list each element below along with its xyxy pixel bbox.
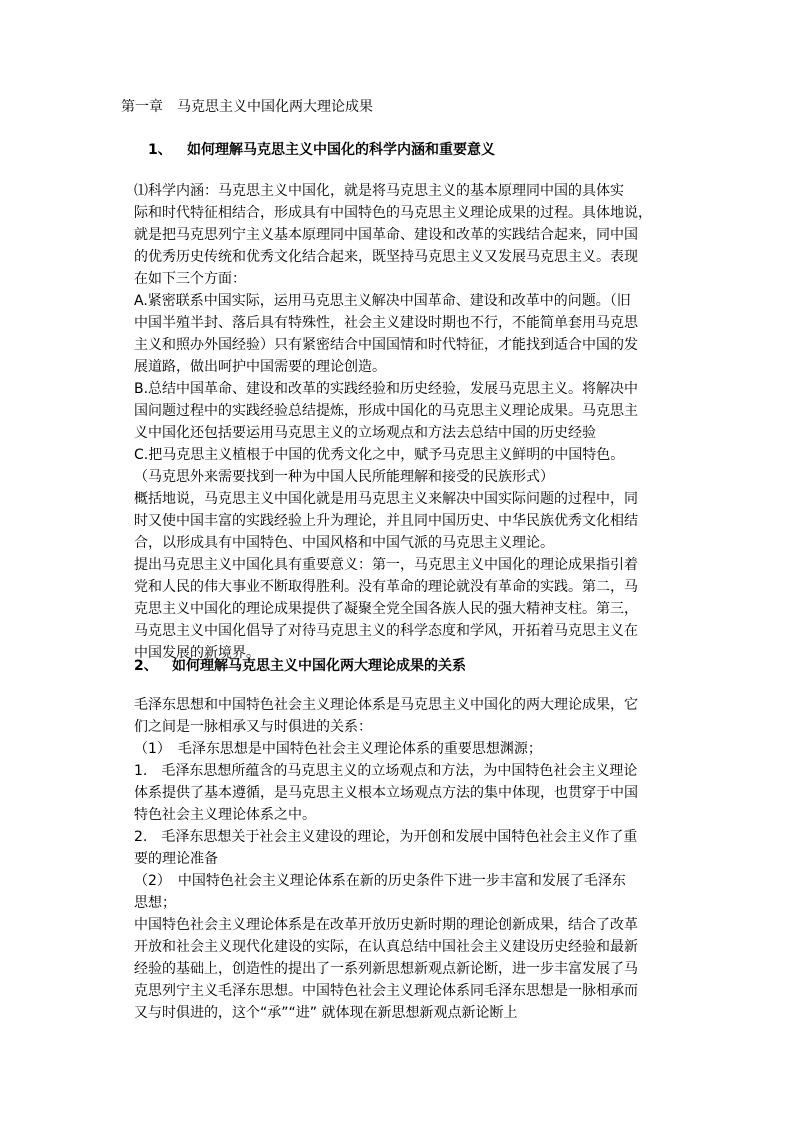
section-1-title: 如何理解马克思主义中国化的科学内涵和重要意义 [187, 142, 495, 158]
paragraph-line: （2） 中国特色社会主义理论体系在新的历史条件下进一步丰富和发展了毛泽东 [134, 873, 626, 889]
section-2-heading [134, 656, 466, 676]
section-2-title: 如何理解马克思主义中国化两大理论成果的关系 [172, 658, 466, 674]
paragraph-line: 毛泽东思想和中国特色社会主义理论体系是马克思主义中国化的两大理论成果，它 [134, 697, 638, 713]
paragraph-line: 2. 毛泽东思想关于社会主义建设的理论，为开创和发展中国特色社会主义作了重 [134, 829, 638, 845]
chapter-title: 第一章 马克思主义中国化两大理论成果 [121, 99, 373, 115]
paragraph-line: 国问题过程中的实践经验总结提炼，形成中国化的马克思主义理论成果。马克思主 [134, 403, 638, 419]
paragraph-line: 们之间是一脉相承又与时俱进的关系： [134, 719, 372, 735]
paragraph-line: 党和人民的伟大事业不断取得胜利。没有革命的理论就没有革命的实践。第二，马 [134, 579, 638, 595]
paragraph-line: 主义和照办外国经验）只有紧密结合中国国情和时代特征，才能找到适合中国的发 [134, 337, 638, 353]
paragraph-line: 义中国化还包括要运用马克思主义的立场观点和方法去总结中国的历史经验 [134, 425, 596, 441]
section-1-heading [148, 140, 495, 160]
paragraph-line: 1. 毛泽东思想所蕴含的马克思主义的立场观点和方法，为中国特色社会主义理论 [134, 763, 638, 779]
paragraph-line: C.把马克思主义植根于中国的优秀文化之中，赋予马克思主义鲜明的中国特色。 [134, 447, 625, 463]
paragraph-line: 概括地说，马克思主义中国化就是用马克思主义来解决中国实际问题的过程中，同 [134, 491, 638, 507]
paragraph-line: 又与时俱进的，这个“承”“进” 就体现在新思想新观点新论断上 [134, 1005, 518, 1021]
paragraph-line: （1） 毛泽东思想是中国特色社会主义理论体系的重要思想渊源； [134, 741, 542, 757]
paragraph-line: ⑴科学内涵：马克思主义中国化，就是将马克思主义的基本原理同中国的具体实 [134, 183, 624, 199]
paragraph-line: 开放和社会主义现代化建设的实际，在认真总结中国社会主义建设历史经验和最新 [134, 939, 638, 955]
paragraph-line: 经验的基础上，创造性的提出了一系列新思想新观点新论断，进一步丰富发展了马 [134, 961, 638, 977]
paragraph-line: 要的理论准备 [134, 851, 218, 867]
paragraph-line: B.总结中国革命、建设和改革的实践经验和历史经验，发展马克思主义。将解决中 [134, 381, 639, 397]
section-1-body [134, 180, 674, 664]
paragraph-line: 在如下三个方面： [134, 271, 246, 287]
section-2-number: 2、 [134, 658, 158, 674]
paragraph-line: 马克思主义中国化倡导了对待马克思主义的科学态度和学风，开拓着马克思主义在 [134, 623, 638, 639]
paragraph-line: 就是把马克思列宁主义基本原理同中国革命、建设和改革的实践结合起来，同中国 [134, 227, 638, 243]
paragraph-line: 思想； [134, 895, 176, 911]
paragraph-line: 际和时代特征相结合，形成具有中国特色的马克思主义理论成果的过程。具体地说， [134, 205, 652, 221]
paragraph-line: 时又使中国丰富的实践经验上升为理论，并且同中国历史、中华民族优秀文化相结 [134, 513, 638, 529]
paragraph-line: A.紧密联系中国实际，运用马克思主义解决中国革命、建设和改革中的问题。（旧 [134, 293, 631, 309]
paragraph-line: 克思列宁主义毛泽东思想。中国特色社会主义理论体系同毛泽东思想是一脉相承而 [134, 983, 638, 999]
paragraph-line: 特色社会主义理论体系之中。 [134, 807, 316, 823]
paragraph-line: 的优秀历史传统和优秀文化结合起来，既坚持马克思主义又发展马克思主义。表现 [134, 249, 638, 265]
paragraph-line: 中国半殖半封、落后具有特殊性，社会主义建设时期也不行，不能简单套用马克思 [134, 315, 638, 331]
paragraph-line: 提出马克思主义中国化具有重要意义：第一，马克思主义中国化的理论成果指引着 [134, 557, 638, 573]
paragraph-line: 中国特色社会主义理论体系是在改革开放历史新时期的理论创新成果，结合了改革 [134, 917, 638, 933]
paragraph-line: 合，以形成具有中国特色、中国风格和中国气派的马克思主义理论。 [134, 535, 554, 551]
section-1-number: 1、 [148, 142, 172, 158]
paragraph-line: 体系提供了基本遵循，是马克思主义根本立场观点方法的集中体现，也贯穿于中国 [134, 785, 638, 801]
section-2-body [134, 694, 674, 1024]
paragraph-line: 展道路，做出呵护中国需要的理论创造。 [134, 359, 386, 375]
paragraph-line: 中国发展的新境界。 [134, 645, 260, 661]
paragraph-line: （马克思外来需要找到一种为中国人民所能理解和接受的民族形式） [134, 469, 554, 485]
paragraph-line: 克思主义中国化的理论成果提供了凝聚全党全国各族人民的强大精神支柱。第三， [134, 601, 638, 617]
